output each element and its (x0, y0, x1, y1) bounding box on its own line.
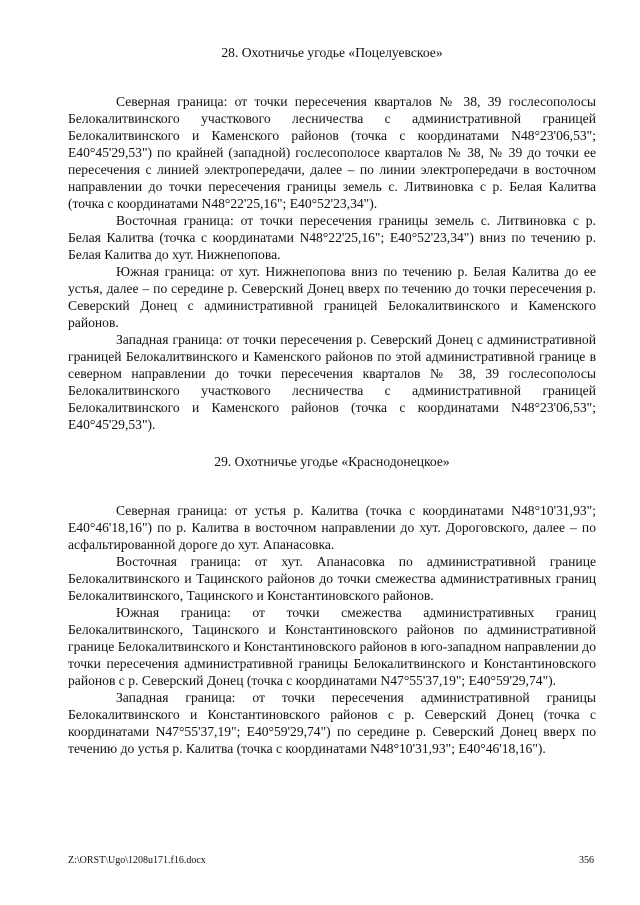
file-path: Z:\ORST\Ugo\1208u171.f16.docx (68, 855, 206, 866)
eastern-border-paragraph: Восточная граница: от точки пересечения границы земель с. Литвиновка с р. Белая Калитва (точка с координатами N48°22'25,16"; E40°52'23,34") вниз по течению р. Белая Калитва до хут. Нижнепопова. (68, 213, 596, 262)
southern-border-paragraph: Южная граница: от точки смежества административных границ Белокалитвинского, Тацинского и Константиновского районов по административной границе Белокалитвинского и Константиновского районов в юго-западном направлении до точки пересечения административной границы Белокалитвинского и Константиновского районов с р. Северский Донец (точка с координатами N47°55'37,19"; E40°59'29,74"). (68, 605, 596, 688)
page-number: 356 (579, 855, 594, 866)
eastern-border-paragraph: Восточная граница: от хут. Апанасовка по административной границе Белокалитвинского и Тацинского районов до точки смежества административных границ Белокалитвинского, Тацинского и Константиновского районов. (68, 554, 596, 603)
western-border-paragraph: Западная граница: от точки пересечения административной границы Белокалитвинского и Константиновского районов с р. Северский Донец (точка с координатами N47°55'37,19"; E40°59'29,74") по середине р. Северский Донец вверх по течению до устья р. Калитва (точка с координатами N48°10'31,93"; E40°46'18,16"). (68, 690, 596, 756)
northern-border-paragraph: Северная граница: от устья р. Калитва (точка с координатами N48°10'31,93"; E40°46'18,16") по р. Калитва в восточном направлении до хут. Дороговского, далее – по асфальтированной дороге до хут. Апанасовка. (68, 503, 596, 552)
section-title: 28. Охотничье угодье «Поцелуевское» (221, 45, 443, 60)
southern-border-paragraph: Южная граница: от хут. Нижнепопова вниз по течению р. Белая Калитва до ее устья, далее – по середине р. Северский Донец вверх по течению до точки пересечения р. Северский Донец с административной границей Белокалитвинского и Каменского районов. (68, 264, 596, 330)
document-body (68, 44, 596, 757)
section-title: 29. Охотничье угодье «Краснодонецкое» (214, 454, 450, 469)
northern-border-paragraph: Северная граница: от точки пересечения кварталов № 38, 39 гослесополосы Белокалитвинского участкового лесничества с административной границей Белокалитвинского и Каменского районов (точка с координатами N48°23'06,53"; E40°45'29,53") по крайней (западной) гослесополосе кварталов № 38, № 39 до точки ее пересечения с линией электропередачи, далее – по линии электропередачи в восточном направлении до точки пересечения границы земель с. Литвиновка с р. Белая Калитва (точка с координатами N48°22'25,16"; E40°52'23,34"). (68, 94, 596, 211)
western-border-paragraph: Западная граница: от точки пересечения р. Северский Донец с административной границей Белокалитвинского и Каменского районов по этой административной границе в северном направлении до точки пересечения кварталов № 38, 39 гослесополосы Белокалитвинского участкового лесничества с административной границей Белокалитвинского и Каменского районов (точка с координатами N48°23'06,53"; E40°45'29,53"). (68, 332, 596, 432)
section-29 (68, 453, 596, 757)
section-28 (68, 44, 596, 433)
